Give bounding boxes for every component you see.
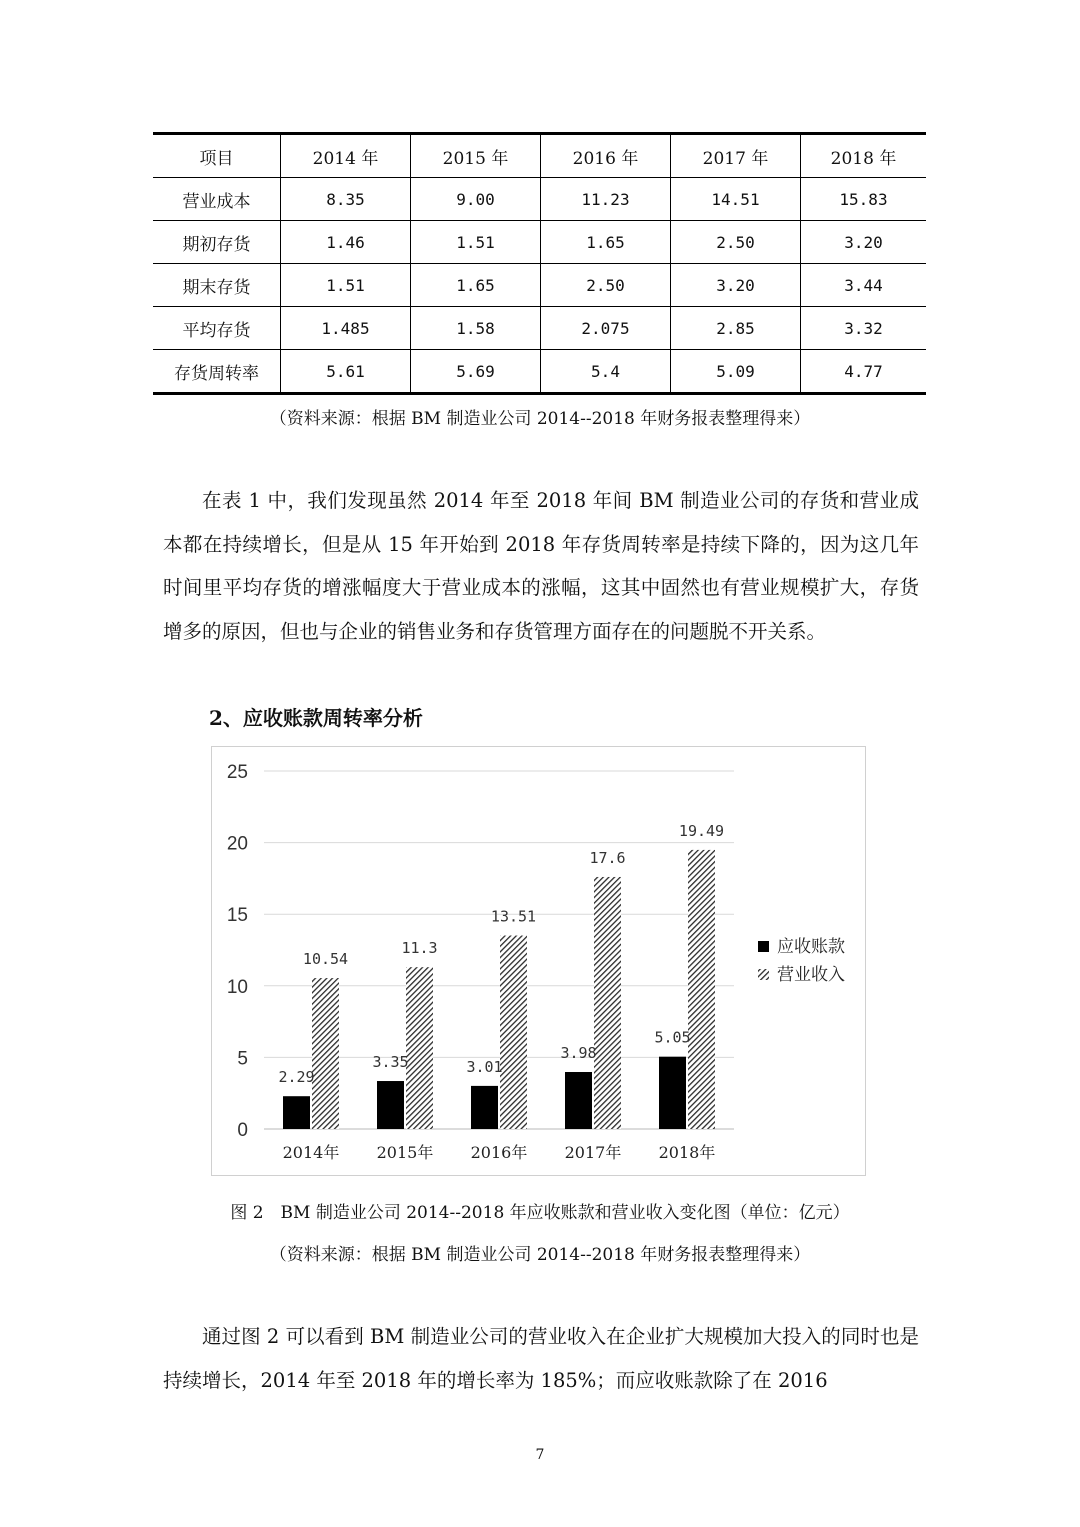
bar-revenue xyxy=(500,936,527,1129)
row-label: 期末存货 xyxy=(153,264,281,307)
table-source-note: （资料来源：根据 BM 制造业公司 2014--2018 年财务报表整理得来） xyxy=(269,409,811,429)
bar-receivables xyxy=(377,1081,404,1129)
table-cell: 1.46 xyxy=(281,221,411,264)
table-cell: 2.85 xyxy=(671,307,801,350)
header-2014: 2014 年 xyxy=(281,134,411,178)
table-cell: 11.23 xyxy=(541,178,671,221)
header-2017: 2017 年 xyxy=(671,134,801,178)
body-paragraph: 在表 1 中，我们发现虽然 2014 年至 2018 年间 BM 制造业公司的存货和营业成本都在持续增长，但是从 15 年开始到 2018 年存货周转率是持续下降的，因为这几年时间里平均存货的增涨幅度大于营业成本的涨幅，这其中固然也有营业规模扩大，存货增多的原因，但也与企业的销售业务和存货管理方面存在的问题脱不开关系。 xyxy=(163,489,919,643)
data-label-revenue: 10.54 xyxy=(302,950,349,969)
x-category-label: 2018年 xyxy=(658,1143,716,1162)
legend-label-revenue: 营业收入 xyxy=(777,965,845,985)
y-tick-label: 10 xyxy=(226,976,248,998)
y-tick-label: 5 xyxy=(237,1048,248,1070)
inventory-turnover-table xyxy=(153,132,926,395)
figure-caption: 图 2 BM 制造业公司 2014--2018 年应收账款和营业收入变化图（单位：亿元） xyxy=(230,1203,850,1223)
x-category-label: 2016年 xyxy=(470,1143,528,1162)
row-label: 期初存货 xyxy=(153,221,281,264)
table-cell: 5.61 xyxy=(281,350,411,394)
data-label-revenue: 19.49 xyxy=(678,821,725,840)
header-2015: 2015 年 xyxy=(411,134,541,178)
bar-revenue xyxy=(594,877,621,1129)
x-category-label: 2015年 xyxy=(376,1143,434,1162)
table-cell: 1.58 xyxy=(411,307,541,350)
table-cell: 2.50 xyxy=(541,264,671,307)
receivables-revenue-bar-chart xyxy=(212,747,867,1177)
chart-frame xyxy=(211,746,866,1176)
table-cell: 15.83 xyxy=(801,178,927,221)
table-cell: 2.50 xyxy=(671,221,801,264)
table-cell: 1.65 xyxy=(541,221,671,264)
table-row xyxy=(153,307,926,350)
table-row xyxy=(153,350,926,394)
data-label-revenue: 17.6 xyxy=(589,848,626,867)
table-cell: 3.20 xyxy=(671,264,801,307)
legend-swatch-receivables xyxy=(758,941,769,952)
table-cell: 5.69 xyxy=(411,350,541,394)
y-tick-label: 20 xyxy=(226,833,248,855)
x-category-label: 2014年 xyxy=(282,1143,340,1162)
table-row xyxy=(153,178,926,221)
data-label-revenue: 11.3 xyxy=(401,939,438,958)
bar-receivables xyxy=(659,1057,686,1129)
table-row xyxy=(153,221,926,264)
y-tick-label: 15 xyxy=(226,905,248,927)
data-label-receivables: 3.35 xyxy=(372,1053,409,1072)
table-cell: 1.485 xyxy=(281,307,411,350)
bar-receivables xyxy=(283,1096,310,1129)
row-label: 营业成本 xyxy=(153,178,281,221)
table-header-row xyxy=(153,134,926,178)
y-tick-label: 0 xyxy=(237,1120,248,1141)
data-label-receivables: 5.05 xyxy=(654,1028,691,1047)
legend-swatch-revenue xyxy=(758,969,769,980)
table-cell: 3.44 xyxy=(801,264,927,307)
table-cell: 3.20 xyxy=(801,221,927,264)
data-label-receivables: 3.01 xyxy=(466,1057,503,1076)
legend-label-receivables: 应收账款 xyxy=(777,937,845,957)
table-cell: 1.51 xyxy=(411,221,541,264)
table-cell: 2.075 xyxy=(541,307,671,350)
x-category-label: 2017年 xyxy=(564,1143,622,1162)
table-cell: 9.00 xyxy=(411,178,541,221)
table-row xyxy=(153,264,926,307)
table-cell: 5.09 xyxy=(671,350,801,394)
section-heading: 2、应收账款周转率分析 xyxy=(209,706,423,730)
data-label-receivables: 2.29 xyxy=(278,1068,315,1087)
row-label: 存货周转率 xyxy=(174,363,259,384)
y-tick-label: 25 xyxy=(226,762,248,783)
header-2016: 2016 年 xyxy=(541,134,671,178)
bars xyxy=(283,850,715,1129)
bar-receivables xyxy=(471,1086,498,1129)
figure-source-note: （资料来源：根据 BM 制造业公司 2014--2018 年财务报表整理得来） xyxy=(269,1245,811,1265)
data-label-receivables: 3.98 xyxy=(560,1044,597,1063)
header-item: 项目 xyxy=(153,134,281,178)
table-cell: 1.51 xyxy=(281,264,411,307)
table-cell: 8.35 xyxy=(281,178,411,221)
table-cell: 5.4 xyxy=(541,350,671,394)
bar-receivables xyxy=(565,1072,592,1129)
page-number: 7 xyxy=(535,1447,545,1463)
table-cell: 4.77 xyxy=(801,350,927,394)
bar-revenue xyxy=(312,978,339,1129)
legend xyxy=(758,937,845,985)
bar-revenue xyxy=(688,850,715,1129)
table-cell: 14.51 xyxy=(671,178,801,221)
bar-revenue xyxy=(406,967,433,1129)
table-cell: 1.65 xyxy=(411,264,541,307)
data-label-revenue: 13.51 xyxy=(490,907,537,926)
header-2018: 2018 年 xyxy=(801,134,927,178)
table-cell: 3.32 xyxy=(801,307,927,350)
body-paragraph-2: 通过图 2 可以看到 BM 制造业公司的营业收入在企业扩大规模加大投入的同时也是持续增长，2014 年至 2018 年的增长率为 185%；而应收账款除了在 2016 xyxy=(163,1325,919,1392)
row-label: 平均存货 xyxy=(153,307,281,350)
